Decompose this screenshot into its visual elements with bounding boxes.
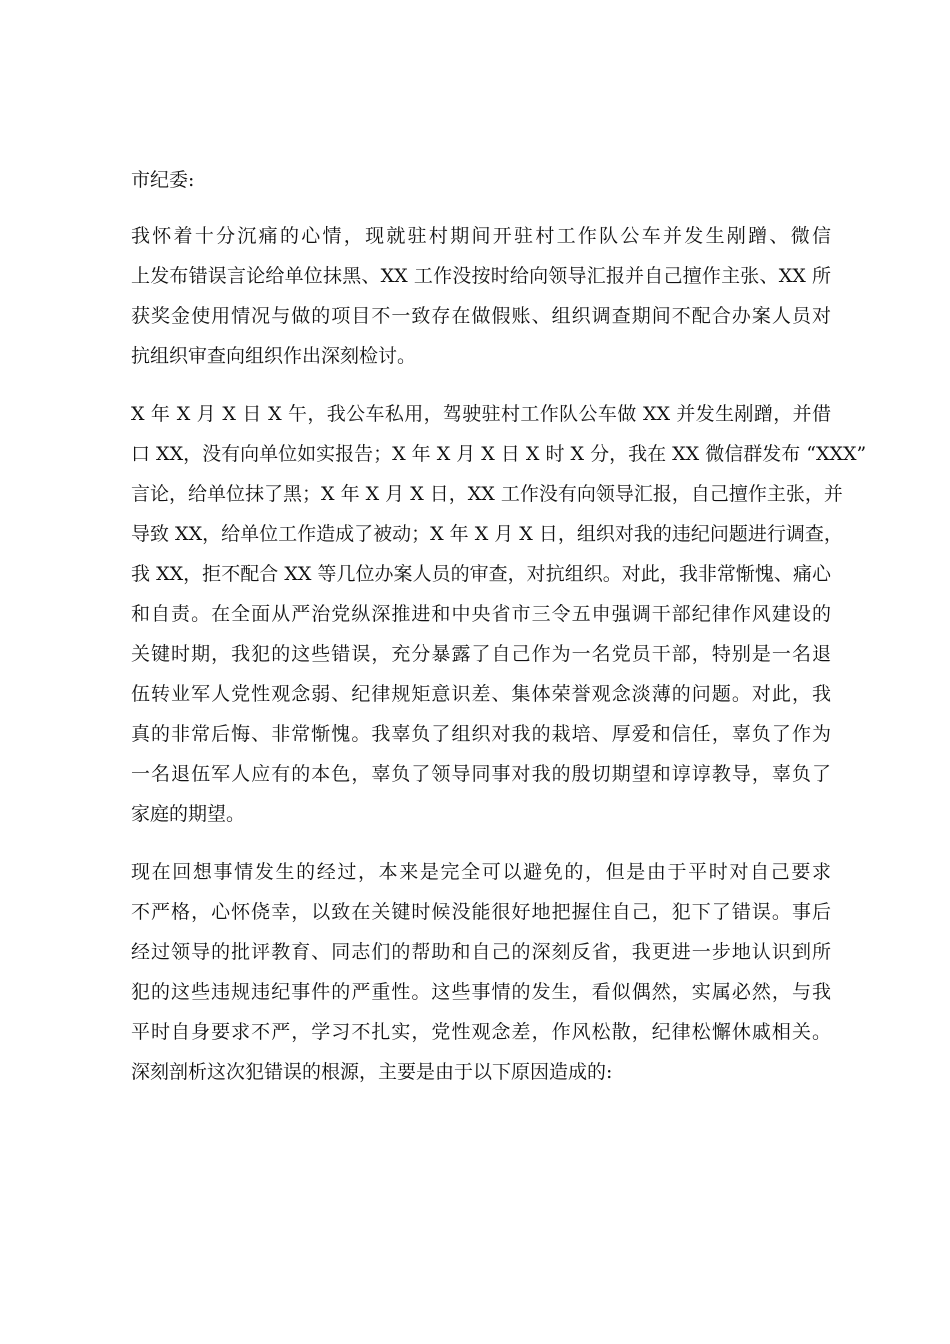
paragraph-line: 现在回想事情发生的经过，本来是完全可以避免的，但是由于平时对自己要求 xyxy=(131,861,831,883)
paragraph-line: 平时自身要求不严，学习不扎实，党性观念差，作风松散，纪律松懈休戚相关。 xyxy=(131,1021,831,1043)
paragraph-line: 真的非常后悔、非常惭愧。我辜负了组织对我的栽培、厚爱和信任，辜负了作为 xyxy=(131,723,831,745)
paragraph-line: 言论，给单位抹了黑；X 年 X 月 X 日，XX 工作没有向领导汇报，自己擅作主张，并 xyxy=(131,483,843,505)
paragraph-line: 深刻剖析这次犯错误的根源，主要是由于以下原因造成的: xyxy=(131,1061,613,1083)
salutation: 市纪委: xyxy=(131,169,195,191)
paragraph-line: 获奖金使用情况与做的项目不一致存在做假账、组织调查期间不配合办案人员对 xyxy=(131,305,831,327)
paragraph-line: 一名退伍军人应有的本色，辜负了领导同事对我的殷切期望和谆谆教导，辜负了 xyxy=(131,763,831,785)
paragraph-line: 经过领导的批评教育、同志们的帮助和自己的深刻反省，我更进一步地认识到所 xyxy=(131,941,831,963)
paragraph-line: 抗组织审查向组织作出深刻检讨。 xyxy=(131,345,417,367)
paragraph-line: 导致 XX，给单位工作造成了被动；X 年 X 月 X 日，组织对我的违纪问题进行调查， xyxy=(131,523,843,545)
paragraph-line: 犯的这些违规违纪事件的严重性。这些事情的发生，看似偶然，实属必然，与我 xyxy=(131,981,831,1003)
paragraph-line: 我 XX，拒不配合 XX 等几位办案人员的审查，对抗组织。对此，我非常惭愧、痛心 xyxy=(131,563,831,585)
paragraph-line: 上发布错误言论给单位抹黑、XX 工作没按时给向领导汇报并自己擅作主张、XX 所 xyxy=(131,265,831,287)
paragraph-line: X 年 X 月 X 日 X 午，我公车私用，驾驶驻村工作队公车做 XX 并发生剐蹭，并借 xyxy=(131,403,831,425)
paragraph-line: 和自责。在全面从严治党纵深推进和中央省市三令五申强调干部纪律作风建设的 xyxy=(131,603,831,625)
paragraph-line: 不严格，心怀侥幸，以致在关键时候没能很好地把握住自己，犯下了错误。事后 xyxy=(131,901,831,923)
paragraph-line: 伍转业军人党性观念弱、纪律规矩意识差、集体荣誉观念淡薄的问题。对此，我 xyxy=(131,683,831,705)
paragraph-line: 关键时期，我犯的这些错误，充分暴露了自己作为一名党员干部，特别是一名退 xyxy=(131,643,831,665)
paragraph-line: 口 XX，没有向单位如实报告；X 年 X 月 X 日 X 时 X 分，我在 XX 微信群发布 “XXX” xyxy=(131,443,867,465)
paragraph-line: 我怀着十分沉痛的心情，现就驻村期间开驻村工作队公车并发生剐蹭、微信 xyxy=(131,225,831,247)
paragraph-line: 家庭的期望。 xyxy=(131,803,246,825)
